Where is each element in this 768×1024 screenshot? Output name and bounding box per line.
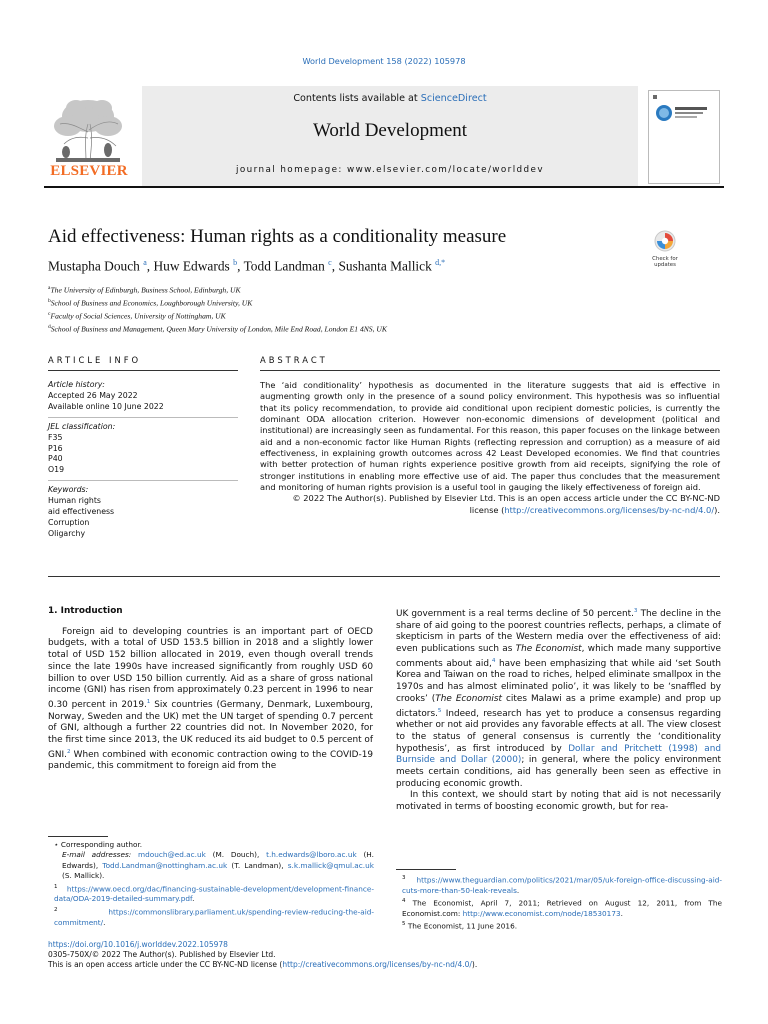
info-divider xyxy=(48,480,238,481)
cover-art-icon xyxy=(649,91,719,183)
footnote-item: $^2$ https://commonslibrary.parliament.uk/spending-review-reducing-the-aid-commitment/. xyxy=(54,906,374,927)
license-link[interactable]: http://creativecommons.org/licenses/by-nc-nd/4.0/ xyxy=(504,504,715,515)
author-name[interactable]: Todd Landman xyxy=(243,258,325,274)
email-link[interactable]: Todd.Landman@nottingham.ac.uk xyxy=(102,860,228,870)
sciencedirect-link[interactable]: ScienceDirect xyxy=(420,93,487,104)
info-divider xyxy=(48,417,238,418)
email-link[interactable]: t.h.edwards@lboro.ac.uk xyxy=(266,850,357,860)
footnote-item: $^3$ https://www.theguardian.com/politics/2021/mar/05/uk-foreign-office-discussing-aid-cuts-more-than-50-leak-reveals. xyxy=(402,875,722,895)
page-footer xyxy=(48,940,728,971)
contents-prefix: Contents lists available at xyxy=(293,93,418,104)
footnote-item: $^5$ The Economist, 11 June 2016. xyxy=(402,921,518,931)
abstract-rule xyxy=(260,370,720,371)
affiliation-list xyxy=(48,283,387,336)
jel-label: JEL classification: xyxy=(48,421,116,431)
footnote-ref[interactable]: 5 xyxy=(437,707,442,714)
email-link[interactable]: s.k.mallick@qmul.ac.uk xyxy=(287,860,374,870)
abstract-heading: ABSTRACT xyxy=(260,355,328,365)
author-affil-marker[interactable]: c xyxy=(328,258,332,267)
journal-reference-link[interactable]: World Development 158 (2022) 105978 xyxy=(302,56,466,66)
journal-header xyxy=(44,86,724,188)
body-paragraph: UK government is a real terms decline of 50 percent.$^3$ The decline in the share of aid going to the poorest countries reflects, perhaps, a climate of skepticism in parts of the Western media over the effectiveness of aid: even publications such as The Economist, which made many supportive comments about aid,$^4$ have been emphasizing that while aid ‘set South Korea and Taiwan on the road to riches, helped eliminate smallpox in the 1970s and has almost eliminated polio’, it was likely to be ‘snaffled by crooks’ (The Economist cites Malawi as a prime example) and prop up dictators.$^5$ Indeed, research has yet to produce a consensus regarding whether or not aid provides any favorable effects at all. The view closest to the status of general consensus is currently the ‘conditionality hypothesis’, as first introduced by Dollar and Pritchett (1998) and Burnside and Dollar (2000); in general, where the policy environment meets certain conditions, aid has generally been seen as effective in producing economic growth. xyxy=(396,608,722,789)
author-affil-marker[interactable]: a xyxy=(143,258,147,267)
footnote-ref[interactable]: 4 xyxy=(491,657,496,664)
author-list: Mustapha Douch $^a$, Huw Edwards $^b$, Todd Landman $^c$, Sushanta Mallick $^{d,*}$ xyxy=(48,258,446,274)
online-date: Available online 10 June 2022 xyxy=(48,401,164,411)
footnote-url[interactable]: https://www.theguardian.com/politics/2021/mar/05/uk-foreign-office-discussing-aid-cuts-more-than-50-leak-reveals xyxy=(402,875,722,895)
journal-homepage-link[interactable]: journal homepage: www.elsevier.com/locate/worlddev xyxy=(236,165,544,175)
affiliation-item: $^c$Faculty of Social Sciences, University of Nottingham, UK xyxy=(48,311,226,321)
journal-title: World Development xyxy=(312,120,468,141)
footnote-item: $^1$ https://www.oecd.org/dac/financing-sustainable-development/development-finance-data/ODA-2019-detailed-summary.pdf. xyxy=(54,883,374,904)
article-info-heading: ARTICLE INFO xyxy=(48,355,142,365)
footnote-url[interactable]: https://www.oecd.org/dac/financing-sustainable-development/development-finance-data/ODA-2019-detailed-summary.pdf xyxy=(54,884,374,904)
article-info-rule xyxy=(48,370,238,371)
footnote-item: $^4$ The Economist, April 7, 2011; Retrieved on August 12, 2011, from The Economist.com: http://www.economist.com/node/18530173. xyxy=(402,898,722,919)
keyword: Human rights xyxy=(48,496,101,506)
check-updates-label: Check for updates xyxy=(652,256,678,268)
author-name[interactable]: Mustapha Douch xyxy=(48,258,140,274)
jel-code: P40 xyxy=(48,454,63,464)
issn-line: 0305-750X/© 2022 The Author(s). Published by Elsevier Ltd. xyxy=(48,950,276,960)
footnote-url[interactable]: https://commonslibrary.parliament.uk/spending-review-reducing-the-aid-commitment/ xyxy=(54,907,374,927)
footnote-rule xyxy=(48,836,108,837)
abstract-copyright: © 2022 The Author(s). Published by Elsevier Ltd. This is an open access article under the CC BY-NC-ND license (http://creativecommons.org/licenses/by-nc-nd/4.0/). xyxy=(292,493,720,515)
doi-link[interactable]: https://doi.org/10.1016/j.worlddev.2022.105978 xyxy=(48,940,228,949)
keyword: Corruption xyxy=(48,517,90,527)
article-info-panel xyxy=(48,380,238,540)
abstract-text: The ‘aid conditionality’ hypothesis as documented in the literature suggests that aid is effective in augmenting growth only in the presence of a sound policy environment. This hypothesis was so influential that its policy recommendation, to provide aid conditional upon recipient domestic policies, is currently the dominant ODA allocation criterion. However non-economic dimensions of development (political and institutional) are increasingly seen as fundamental. For this reason, this paper focuses on the linkage between aid and a non-economic factor like Human Rights (reflecting repression and corruption) as a measure of aid effectiveness, in explaining growth outcomes across 42 Least Developed economies. We find that countries with better protection of human rights experience positive growth from aid receipts, signifying the role of stronger institutions in enabling more effective use of aid. The paper thus concludes that the measurement and monitoring of human rights provision is a useful tool in gauging the likely effectiveness of foreign aid. xyxy=(260,380,720,493)
front-matter-rule xyxy=(48,576,720,577)
email-note: E-mail addresses: mdouch@ed.ac.uk (M. Douch), t.h.edwards@lboro.ac.uk (H. Edwards), Todd.Landman@nottingham.ac.uk (T. Landman), s.k.mallick@qmul.ac.uk (S. Mallick). xyxy=(62,850,374,881)
affiliation-item: $^d$School of Business and Management, Queen Mary University of London, Mile End Road, London E1 4NS, UK xyxy=(48,324,387,334)
author-name[interactable]: Huw Edwards xyxy=(153,258,230,274)
footnote-ref[interactable]: 3 xyxy=(633,608,638,614)
publisher-wordmark: ELSEVIER xyxy=(50,163,128,179)
affiliation-item: $^a$The University of Edinburgh, Business School, Edinburgh, UK xyxy=(48,285,241,295)
check-for-updates-button[interactable] xyxy=(648,230,682,266)
section-heading: 1. Introduction xyxy=(48,606,123,616)
body-paragraph: In this context, we should start by noting that aid is not necessarily motivated in terms of boosting economic growth, but for rea- xyxy=(396,790,721,813)
journal-cover-thumbnail[interactable] xyxy=(648,90,720,184)
footnote-ref[interactable]: 2 xyxy=(66,748,71,755)
jel-code: F35 xyxy=(48,432,63,442)
body-column-right xyxy=(396,606,721,814)
corresponding-note: ⋆ Corresponding author. xyxy=(54,840,143,849)
keywords-label: Keywords: xyxy=(48,485,89,495)
affiliation-item: $^b$School of Business and Economics, Loughborough University, UK xyxy=(48,298,253,308)
article-title: Aid effectiveness: Human rights as a conditionality measure xyxy=(48,226,507,247)
footnote-rule xyxy=(396,869,456,870)
abstract-body xyxy=(260,380,720,516)
history-label: Article history: xyxy=(48,380,105,389)
open-access-line: This is an open access article under the CC BY-NC-ND license (http://creativecommons.org/licenses/by-nc-nd/4.0/). xyxy=(48,960,478,970)
license-link[interactable]: http://creativecommons.org/licenses/by-nc-nd/4.0/ xyxy=(282,960,472,970)
footnotes-right xyxy=(396,873,722,932)
author-affil-marker[interactable]: b xyxy=(233,258,238,267)
citation-link[interactable]: Dollar and Pritchett (1998) and Burnside and Dollar (2000) xyxy=(396,743,721,766)
footnote-url[interactable]: http://www.economist.com/node/18530173 xyxy=(462,909,621,919)
keyword: aid effectiveness xyxy=(48,507,115,517)
footnotes-left xyxy=(48,840,374,928)
journal-banner xyxy=(142,86,638,186)
check-updates-icon xyxy=(654,230,676,252)
footnote-ref[interactable]: 1 xyxy=(146,698,151,705)
body-paragraph: Foreign aid to developing countries is an important part of OECD budgets, with a total of USD 153.5 billion in 2018 and a slightly lower total of USD 152 billion allocated in 2019, even though overall trends since the late 1990s have increased significantly from roughly USD 60 billion to over USD 150 billion currently. Aid as a share of gross national income (GNI) has risen from approximately 0.23 percent in 1996 to near 0.30 percent in 2019.$^1$ Six countries (Germany, Denmark, Luxembourg, Norway, Sweden and the UK) met the UN target of spending 0.7 percent of GNI, although a further 22 countries did not. In November 2020, for the first time since 2013, the UK reduced its aid budget to 0.5 percent of GNI.$^2$ When combined with economic contraction owing to the COVID-19 pandemic, this commitment to foreign aid from the xyxy=(48,626,374,772)
author-name[interactable]: Sushanta Mallick xyxy=(338,258,432,274)
author-affil-marker[interactable]: d,* xyxy=(435,258,446,267)
jel-code: O19 xyxy=(48,465,65,475)
accepted-date: Accepted 26 May 2022 xyxy=(48,390,138,400)
keyword: Oligarchy xyxy=(48,528,86,538)
email-link[interactable]: mdouch@ed.ac.uk xyxy=(137,850,206,860)
contents-line xyxy=(142,93,638,104)
body-column-left xyxy=(48,606,373,773)
jel-code: P16 xyxy=(48,443,63,453)
